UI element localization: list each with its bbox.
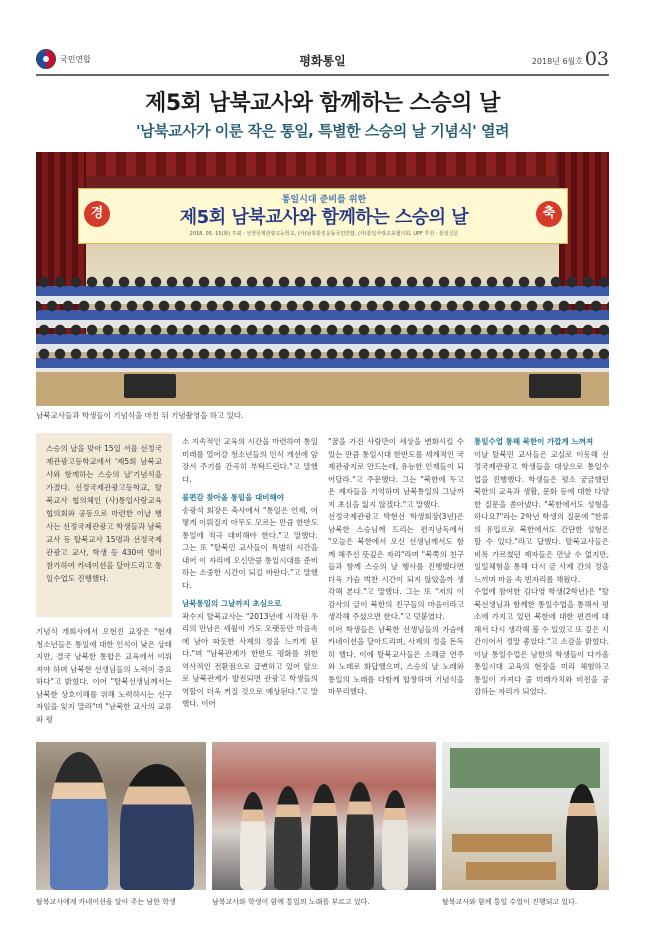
- photo-caption-2: 남북교사와 학생이 함께 통일의 노래를 부르고 있다.: [212, 898, 370, 906]
- paragraph: 선정국제관광고 박현선 학생회장(3년)은 남북한 스승님께 드리는 편지낭독에서 "오늘은 북한에서 오신 선생님께서도 함께 해주신 뜻깊은 자리"라며 "북쪽의 친구들과 함께 스승의 날 행사를 진행했다면 더욱 가슴 벅찬 시간이 되지 않았을까 생각해 본다."고 말했다. 그는 또 "저의 이 감사의 글이 북한의 친구들의 마음이라고 생각해 주셨으면 한다."고 덧붙였다.: [328, 512, 464, 621]
- seal-left-icon: 경: [84, 201, 110, 227]
- student-figure: [50, 752, 108, 890]
- article-column-4: [474, 436, 609, 699]
- article-column-3: [328, 436, 464, 699]
- paragraph: 이날 탈북민 교사들은 교실로 이동해 선정국제관광고 학생들을 대상으로 통일수업을 진행했다. 학생들은 평소 궁금했던 북한의 교육과 생활, 문화 등에 대한 다양한 질문을 쏟아냈다. "북한에서도 성형을 하나요?"라는 2학년 학생의 질문에 "한류의 유입으로 북한에서도 간단한 성형은 할 수 있다."라고 답했다. 탈북교사들은 비록 가르쳤던 제자들은 만날 수 없지만, 일일체험을 통해 다시 금 사제 간의 정을 느끼며 마음 속 빈자리를 채웠다.: [474, 449, 609, 584]
- stage-valance: [36, 152, 609, 176]
- lead-summary-text: 스승의 날을 맞아 15일 서울 선정국제관광고등학교에서 '제5회 남북교사와 함께하는 스승의 날'기념식을 가졌다. 선정국제관광고등학교, 탈북교사 협의체인 (사)통일사랑교육협의회와 공동으로 마련한 이날 행사는 선정국제관광고 학생들과 남북교사 등 탈북교사 15명과 선정국제관광고 교사, 학생 등 430여 명이 참가하여 카네이션을 달아드리고 통일수업도 진행했다.: [46, 444, 162, 583]
- banner-title: 제5회 남북교사와 함께하는 스승의 날: [179, 207, 469, 228]
- page-header: [36, 48, 609, 74]
- article-column-2: [182, 436, 318, 711]
- paragraph: "꿈을 가진 사람만이 세상을 변화시킬 수 있는 만큼 통일시대 한반도를 세계적인 국제관광지로 만드는데, 유능한 인재들이 되어달라."고 주문했다. 그는 "북한에 두고 온 제자들을 기억하며 남북통일의 그날까지 초심을 잃지 않겠다."고 말했다.: [328, 437, 464, 509]
- org-name: 국민연합: [60, 55, 91, 64]
- photo-carnation: [36, 742, 206, 890]
- photo-caption-1: 탈북교사에게 카네이션을 달아 주는 남한 학생: [36, 898, 176, 906]
- teacher-figure: [120, 764, 194, 890]
- group-of-people: [36, 274, 609, 374]
- section-title: 평화통일: [299, 54, 346, 68]
- paragraph: 송광석 회장은 축사에서 "통일은 언제, 어떻게 이뤄질지 아무도 모르는 만큼 한반도 통일에 적극 대비해야 한다."고 말했다. 그는 또 "탈북민 교사들이 특별히 시간을 내어 이 자리에 오신만큼 통일시대를 준비하는 소중한 시간이 되길 바란다."고 말했다.: [182, 505, 318, 590]
- paragraph: 곽수지 탈북교사는 "2013년에 시작된 우리의 만남은 세월이 가도 오랫동안 마음속에 남아 따듯한 사제의 정을 느끼게 된다."며 "남북관계가 한반도 평화를 위한 역사적인 전환점으로 급변하고 있어 앞으로 남북관계가 발전되면 관광고 학생들의 역할이 더욱 커질 것으로 예상된다."고 말했다. 이어: [182, 611, 318, 708]
- speaker-right: [529, 374, 581, 398]
- photo-classroom: [442, 742, 609, 890]
- main-group-photo: [36, 152, 609, 406]
- subheading: 통일수업 통해 북한이 가깝게 느껴져: [474, 437, 594, 446]
- person-figure: [240, 792, 266, 890]
- subheading: 불편감 찾아올 통일을 대비해야: [182, 493, 285, 502]
- photo-singing: [212, 742, 436, 890]
- issue-date: 2018년 6월호: [531, 57, 583, 66]
- article-column-1: [36, 626, 172, 726]
- teacher-figure: [566, 784, 598, 890]
- seal-right-icon: 축: [536, 201, 562, 227]
- person-figure: [310, 784, 338, 890]
- article-subheadline: '남북교사가 이룬 작은 통일, 특별한 스승의 날 기념식' 열려: [136, 122, 509, 140]
- person-figure: [274, 786, 302, 890]
- classroom-board: [450, 748, 600, 788]
- lead-summary-box: [36, 433, 172, 617]
- desk: [466, 862, 556, 880]
- desk: [452, 834, 552, 852]
- page-number: 03: [584, 48, 609, 70]
- paragraph: 수업에 참여한 김다영 학생(2학년)은 "탈북선생님과 함께한 통일수업을 통해서 평소에 가지고 있던 북한에 대한 편견에 대해서 다시 생각해 볼 수 있었고 또 깊은 시간이어서 정말 좋았다."고 소감을 밝혔다. 이날 통일수업은 남한의 학생들이 다가올 통일시대 교육의 현장을 미리 체험하고 통일이 가져다 줄 미래가치와 비전을 공감하는 자리가 되었다.: [474, 587, 609, 696]
- paragraph: 이어 학생들은 남북한 선생님들의 가슴에 카네이션을 달아드리며, 사제의 정을 돈독히 했다. 이에 탈북교사들은 소해금 연주와 노래로 화답했으며, 스승의 날 노래와 통일의 노래를 다함께 합창하며 기념식을 마무리했다.: [328, 624, 464, 696]
- speaker-left: [124, 374, 176, 398]
- person-figure: [346, 782, 374, 890]
- banner-top-text: 통일시대 준비를 위한: [281, 195, 367, 205]
- article-headline: 제5회 남북교사와 함께하는 스승의 날: [145, 91, 500, 116]
- stage-floor: [36, 372, 609, 406]
- subheading: 남북통일의 그날까지 초심으로: [182, 599, 282, 608]
- crowd-row: [36, 346, 609, 374]
- main-photo-caption: 남북교사들과 학생들이 기념식을 마친 뒤 기념촬영을 하고 있다.: [36, 411, 244, 420]
- banner-details: 2018. 05. 15(화) 주최 : 선정국제관광고등학교, (사)남북통일운동국민연합, (사)통일사랑교육협의회, UPF 후원 : 통일신문: [189, 231, 459, 237]
- event-banner: [78, 188, 568, 244]
- person-figure: [382, 790, 408, 890]
- header-divider: [36, 74, 609, 76]
- paragraph: 소 지속적인 교육의 시간을 마련하여 통일 미래를 열어갈 청소년들의 인식 개선에 앞장서 주기를 간곡히 부탁드린다."고 말했다.: [182, 437, 318, 484]
- photo-caption-3: 탈북교사와 함께 통일 수업이 진행되고 있다.: [442, 898, 578, 906]
- paragraph: 기념식 개회사에서 오현진 교장은 "현재 청소년들은 통일에 대한 인식이 낮은 상태지만, 결국 남북한 통합은 교육에서 이뤄져야 하며 남북한 선생님들의 노력이 중요하다"고 밝혔다. 이어 "탈북선생님께서는 남북한 상호이해를 위해 노력하시는 선구자임을 잊지 말라"며 "남북한 교사의 교류와 평: [36, 627, 172, 724]
